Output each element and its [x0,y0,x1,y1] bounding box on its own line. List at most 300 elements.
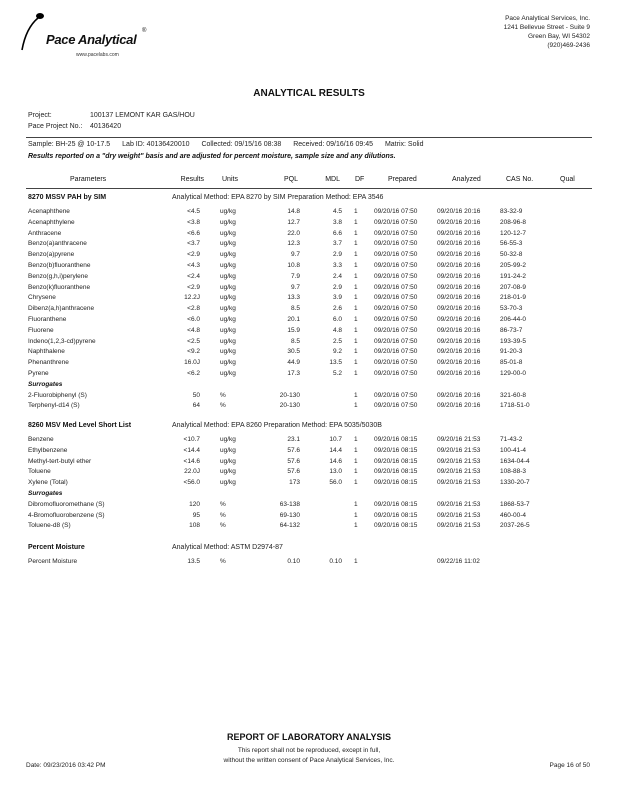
cell-cas: 218-01-9 [500,294,527,302]
col-results: Results [180,176,204,183]
cell-cas: 71-43-2 [500,436,523,443]
cell-param: Benzo(k)fluoranthene [28,283,91,291]
cell-param: Toluene [28,468,51,476]
table-row [0,208,618,218]
cell-cas: 53-70-3 [500,305,523,313]
cell-res: <2.5 [187,337,200,345]
cell-units: ug/kg [220,446,236,454]
cell-df: 1 [354,283,358,291]
cell-anal: 09/20/16 21:53 [437,436,481,443]
cell-pql: 14.8 [287,208,300,215]
cell-pql: 20-130 [279,402,300,410]
footer-note: without the written consent of Pace Analytical Services, Inc. [223,757,395,764]
cell-pql: 22.0 [287,229,300,237]
cell-pql: 17.3 [287,370,300,377]
cell-units: ug/kg [220,436,236,443]
report-date: Date: 09/23/2016 03:42 PM [26,762,106,769]
cell-prep: 09/20/16 07:50 [374,208,418,215]
cell-mdl: 56.0 [329,479,342,487]
cell-cas: 207-08-9 [500,283,527,291]
cell-units: ug/kg [220,326,236,334]
cell-anal: 09/20/16 20:16 [437,208,481,215]
cell-anal: 09/20/16 21:53 [437,500,481,508]
cell-cas: 108-88-3 [500,468,527,476]
cell-anal: 09/20/16 20:16 [437,294,481,302]
cell-anal: 09/20/16 20:16 [437,272,481,280]
cell-units: ug/kg [220,229,236,237]
cell-prep: 09/20/16 07:50 [374,348,418,356]
cell-anal: 09/20/16 20:16 [437,305,481,313]
cell-units: % [220,402,226,410]
cell-anal: 09/20/16 20:16 [437,218,481,226]
cell-param: Chrysene [28,294,56,302]
cell-prep: 09/20/16 07:50 [374,326,418,334]
cell-res: 120 [189,500,200,508]
cell-prep: 09/20/16 07:50 [374,359,418,367]
pace-project-value: 40136420 [89,123,122,130]
cell-anal: 09/20/16 20:16 [437,316,481,323]
table-row [0,458,618,468]
table-row [0,501,618,511]
section-title: 8260 MSV Med Level Short List [28,422,132,429]
table-row [0,402,618,412]
cell-units: ug/kg [220,240,236,248]
pace-project-line [28,123,121,130]
table-row [0,479,618,489]
cell-pql: 63-138 [279,500,300,508]
cell-units: ug/kg [220,272,236,280]
cell-cas: 1718-51-0 [500,402,530,410]
cell-mdl: 2.4 [332,272,342,280]
table-row [0,558,618,568]
cell-prep: 09/20/16 07:50 [374,391,418,399]
cell-prep: 09/20/16 07:50 [374,316,418,323]
cell-df: 1 [354,316,358,323]
cell-cas: 1634-04-4 [500,457,530,465]
cell-units: ug/kg [220,468,236,476]
cell-res: <9.2 [187,348,200,356]
cell-anal: 09/20/16 21:53 [437,511,481,519]
cell-units: % [220,511,226,519]
cell-units: ug/kg [220,283,236,291]
lab-address [504,14,590,50]
cell-df: 1 [354,208,358,215]
cell-units: % [220,558,226,565]
lab-id: Lab ID: 40136420010 [122,141,190,148]
cell-df: 1 [354,500,358,508]
cell-param: Terphenyl-d14 (S) [28,402,80,410]
cell-param: Acenaphthylene [28,218,75,226]
address-line: (920)469-2436 [547,42,590,49]
cell-param: Benzo(a)pyrene [28,251,75,259]
cell-pql: 23.1 [287,436,300,443]
cell-res: <14.6 [183,457,200,465]
pace-project-label: Pace Project No.: [28,123,83,130]
cell-param: Benzo(a)anthracene [28,240,87,248]
cell-param: Pyrene [28,370,49,377]
cell-res: <6.6 [187,229,200,237]
cell-units: ug/kg [220,294,236,302]
cell-units: % [220,391,226,399]
cell-df: 1 [354,558,358,565]
cell-param: Methyl-tert-butyl ether [28,457,92,465]
page-title: ANALYTICAL RESULTS [253,88,365,99]
cell-cas: 56-55-3 [500,240,523,248]
cell-param: Benzo(g,h,i)perylene [28,272,88,280]
cell-prep: 09/20/16 08:15 [374,468,418,476]
header-divider [26,188,592,189]
col-df: DF [355,176,365,183]
cell-param: Dibromofluoromethane (S) [28,500,105,508]
cell-cas: 129-00-0 [500,370,527,377]
cell-mdl: 2.9 [332,251,342,259]
cell-res: <2.4 [187,272,200,280]
cell-res: <3.7 [187,240,200,248]
section-title: 8270 MSSV PAH by SIM [28,194,107,201]
cell-param: Xylene (Total) [28,479,68,487]
cell-anal: 09/20/16 21:53 [437,446,481,454]
cell-df: 1 [354,446,358,454]
cell-df: 1 [354,326,358,334]
cell-cas: 191-24-2 [500,272,527,280]
received-date: Received: 09/16/16 09:45 [293,141,373,148]
table-row [0,219,618,229]
cell-cas: 460-00-4 [500,511,527,519]
cell-res: <6.2 [187,370,200,377]
cell-pql: 44.9 [287,359,300,367]
sample-id: Sample: BH-25 @ 10-17.5 [28,141,111,148]
table-row [0,262,618,272]
cell-units: ug/kg [220,370,236,377]
section-method: Analytical Method: EPA 8270 by SIM Preparation Method: EPA 3546 [172,194,384,201]
cell-df: 1 [354,272,358,280]
cell-units: ug/kg [220,218,236,226]
divider [26,137,592,138]
cell-anal: 09/20/16 20:16 [437,283,481,291]
section-method: Analytical Method: ASTM D2974-87 [172,544,283,551]
address-line: Pace Analytical Services, Inc. [505,15,590,22]
cell-cas: 120-12-7 [500,229,527,237]
cell-res: 22.0J [184,468,200,476]
cell-pql: 15.9 [287,326,300,334]
cell-prep: 09/20/16 07:50 [374,402,418,410]
cell-anal: 09/20/16 20:16 [437,348,481,356]
cell-units: ug/kg [220,208,236,215]
cell-mdl: 3.7 [332,240,342,248]
cell-cas: 91-20-3 [500,348,523,356]
cell-mdl: 3.9 [332,294,342,302]
cell-units: ug/kg [220,359,236,367]
cell-res: <4.3 [187,262,200,269]
cell-anal: 09/20/16 20:16 [437,240,481,248]
cell-df: 1 [354,457,358,465]
cell-df: 1 [354,522,358,530]
cell-pql: 7.9 [290,272,300,280]
table-row [0,512,618,522]
cell-mdl: 6.6 [332,229,342,237]
cell-cas: 205-99-2 [500,262,527,269]
sample-info [28,141,433,148]
cell-anal: 09/20/16 21:53 [437,468,481,476]
cell-mdl: 13.0 [329,468,342,476]
cell-prep: 09/20/16 08:15 [374,479,418,487]
table-row [0,284,618,294]
cell-df: 1 [354,436,358,443]
cell-param: Anthracene [28,229,62,237]
cell-pql: 20.1 [287,316,300,323]
cell-anal: 09/20/16 21:53 [437,479,481,487]
cell-anal: 09/20/16 21:53 [437,522,481,530]
cell-prep: 09/20/16 08:15 [374,500,418,508]
cell-cas: 100-41-4 [500,446,527,454]
cell-param: Toluene-d8 (S) [28,522,71,530]
cell-pql: 20-130 [279,391,300,399]
cell-mdl: 5.2 [332,370,342,377]
footer-title: REPORT OF LABORATORY ANALYSIS [226,732,392,742]
collected-date: Collected: 09/15/16 08:38 [201,141,282,148]
col-units: Units [222,176,238,183]
cell-units: ug/kg [220,479,236,487]
cell-units: % [220,522,226,530]
cell-pql: 64-132 [279,522,300,530]
cell-prep: 09/20/16 07:50 [374,337,418,345]
table-row [0,392,618,402]
table-row [0,436,618,446]
cell-units: ug/kg [220,457,236,465]
cell-prep: 09/20/16 08:15 [374,457,418,465]
table-row [0,348,618,358]
table-row [0,230,618,240]
cell-res: <2.8 [187,305,200,313]
cell-mdl: 14.6 [329,457,342,465]
col-pql: PQL [283,176,298,183]
cell-prep: 09/20/16 07:50 [374,240,418,248]
cell-df: 1 [354,337,358,345]
cell-cas: 206-44-0 [500,316,527,323]
cell-df: 1 [354,370,358,377]
cell-prep: 09/20/16 08:15 [374,436,418,443]
cell-df: 1 [354,348,358,356]
cell-res: 64 [192,402,200,410]
col-parameters: Parameters [70,176,107,183]
cell-anal: 09/20/16 20:16 [437,337,481,345]
cell-cas: 50-32-8 [500,251,523,259]
cell-mdl: 3.8 [332,218,342,226]
project-value: 100137 LEMONT KAR GAS/HOU [89,112,195,119]
cell-anal: 09/20/16 20:16 [437,251,481,259]
logo-registered-mark: ® [142,28,147,34]
table-row [0,294,618,304]
cell-mdl: 2.6 [332,305,342,313]
cell-res: 12.2J [184,294,200,302]
col-analyzed: Analyzed [452,176,481,183]
cell-res: <2.9 [187,251,200,259]
cell-anal: 09/22/16 11:02 [437,558,480,565]
cell-pql: 13.3 [287,294,300,302]
cell-prep: 09/20/16 07:50 [374,305,418,313]
cell-pql: 9.7 [290,251,300,259]
table-row [0,370,618,380]
table-row [0,338,618,348]
cell-prep: 09/20/16 07:50 [374,370,418,377]
table-row [0,251,618,261]
cell-cas: 321-60-8 [500,391,527,399]
table-row [0,447,618,457]
logo-text: Pace Analytical [46,32,137,47]
cell-param: Acenaphthene [28,208,70,215]
cell-df: 1 [354,511,358,519]
cell-anal: 09/20/16 20:16 [437,370,481,377]
cell-cas: 1868-53-7 [500,500,530,508]
section-title: Percent Moisture [28,544,85,551]
table-row [0,273,618,283]
cell-prep: 09/20/16 07:50 [374,294,418,302]
cell-prep: 09/20/16 07:50 [374,229,418,237]
cell-pql: 9.7 [290,283,300,291]
cell-df: 1 [354,294,358,302]
cell-cas: 208-96-8 [500,218,527,226]
cell-mdl: 9.2 [332,348,342,356]
cell-anal: 09/20/16 20:16 [437,326,481,334]
cell-df: 1 [354,391,358,399]
cell-prep: 09/20/16 07:50 [374,218,418,226]
cell-mdl: 13.5 [329,359,342,367]
cell-units: ug/kg [220,251,236,259]
cell-pql: 57.6 [287,457,300,465]
cell-param: 4-Bromofluorobenzene (S) [28,511,105,519]
cell-prep: 09/20/16 07:50 [374,272,418,280]
cell-param: Benzo(b)fluoranthene [28,262,91,269]
cell-mdl: 2.5 [332,337,342,345]
cell-df: 1 [354,262,358,269]
cell-prep: 09/20/16 08:15 [374,511,418,519]
col-prepared: Prepared [388,176,417,183]
cell-units: ug/kg [220,305,236,313]
cell-param: Indeno(1,2,3-cd)pyrene [28,337,96,345]
cell-pql: 8.5 [290,305,300,313]
cell-anal: 09/20/16 20:16 [437,402,481,410]
cell-mdl: 6.0 [332,316,342,323]
cell-df: 1 [354,305,358,313]
col-mdl: MDL [325,176,340,183]
cell-res: 16.0J [184,359,200,367]
cell-units: ug/kg [220,348,236,356]
surrogates-label: Surrogates [28,490,63,497]
table-header [0,176,618,186]
cell-anal: 09/20/16 20:16 [437,229,481,237]
cell-df: 1 [354,240,358,248]
address-line: 1241 Bellevue Street - Suite 9 [503,24,590,31]
cell-mdl: 14.4 [329,446,342,454]
cell-cas: 85-01-8 [500,359,523,367]
page-number: Page 16 of 50 [549,762,590,769]
surrogates-label: Surrogates [28,380,63,388]
cell-cas: 193-39-5 [500,337,527,345]
cell-mdl: 2.9 [332,283,342,291]
cell-res: 50 [192,391,200,399]
cell-df: 1 [354,229,358,237]
cell-param: Phenanthrene [28,359,69,367]
cell-df: 1 [354,402,358,410]
pace-logo [16,10,166,58]
cell-pql: 30.5 [287,348,300,356]
cell-mdl: 0.10 [329,558,342,565]
cell-anal: 09/20/16 20:16 [437,391,481,399]
cell-mdl: 4.5 [332,208,342,215]
logo-url: www.pacelabs.com [76,52,119,58]
cell-res: <4.8 [187,326,200,334]
cell-prep: 09/20/16 07:50 [374,283,418,291]
cell-anal: 09/20/16 20:16 [437,262,481,269]
cell-res: <56.0 [183,479,200,487]
col-qual: Qual [560,176,575,183]
cell-cas: 1330-20-7 [500,479,530,487]
cell-param: 2-Fluorobiphenyl (S) [28,391,87,399]
table-row [0,316,618,326]
cell-prep: 09/20/16 08:15 [374,446,418,454]
cell-res: <14.4 [183,446,200,454]
cell-param: Fluorene [28,326,54,334]
table-row [0,522,618,532]
cell-prep: 09/20/16 08:15 [374,522,418,530]
cell-prep: 09/20/16 07:50 [374,262,418,269]
cell-param: Ethylbenzene [28,446,68,454]
table-row [0,468,618,478]
cell-pql: 57.6 [287,446,300,454]
matrix: Matrix: Solid [384,141,424,148]
address-line: Green Bay, WI 54302 [527,33,590,40]
cell-anal: 09/20/16 20:16 [437,359,481,367]
cell-pql: 173 [289,479,300,487]
cell-mdl: 4.8 [332,326,342,334]
cell-pql: 10.8 [287,262,300,269]
cell-cas: 2037-26-5 [500,522,530,530]
section-method: Analytical Method: EPA 8260 Preparation Method: EPA 5035/5030B [172,422,382,429]
cell-res: 108 [189,522,200,530]
cell-mdl: 10.7 [329,436,342,443]
cell-res: <2.9 [187,283,200,291]
cell-units: ug/kg [220,337,236,345]
cell-res: <6.0 [187,316,200,323]
table-row [0,327,618,337]
cell-pql: 69-130 [279,511,300,519]
cell-prep: 09/20/16 07:50 [374,251,418,259]
footer-note: This report shall not be reproduced, except in full, [237,747,381,754]
cell-df: 1 [354,359,358,367]
table-row [0,240,618,250]
cell-units: % [220,500,226,508]
project-line [28,112,195,119]
table-row [0,359,618,369]
col-cas: CAS No. [506,176,534,183]
cell-res: <3.8 [187,218,200,226]
cell-df: 1 [354,479,358,487]
reported-note: Results reported on a "dry weight" basis and are adjusted for percent moisture, sample size and any dilutions. [28,153,396,160]
cell-pql: 12.7 [287,218,300,226]
cell-anal: 09/20/16 21:53 [437,457,481,465]
cell-param: Fluoranthene [28,316,67,323]
cell-pql: 12.3 [287,240,300,248]
cell-param: Percent Moisture [28,558,78,565]
cell-units: ug/kg [220,316,236,323]
cell-res: 13.5 [187,558,200,565]
cell-pql: 0.10 [287,558,300,565]
cell-cas: 83-32-9 [500,208,523,215]
cell-pql: 8.5 [290,337,300,345]
cell-param: Benzene [28,436,54,443]
cell-pql: 57.6 [287,468,300,476]
cell-param: Naphthalene [28,348,65,356]
